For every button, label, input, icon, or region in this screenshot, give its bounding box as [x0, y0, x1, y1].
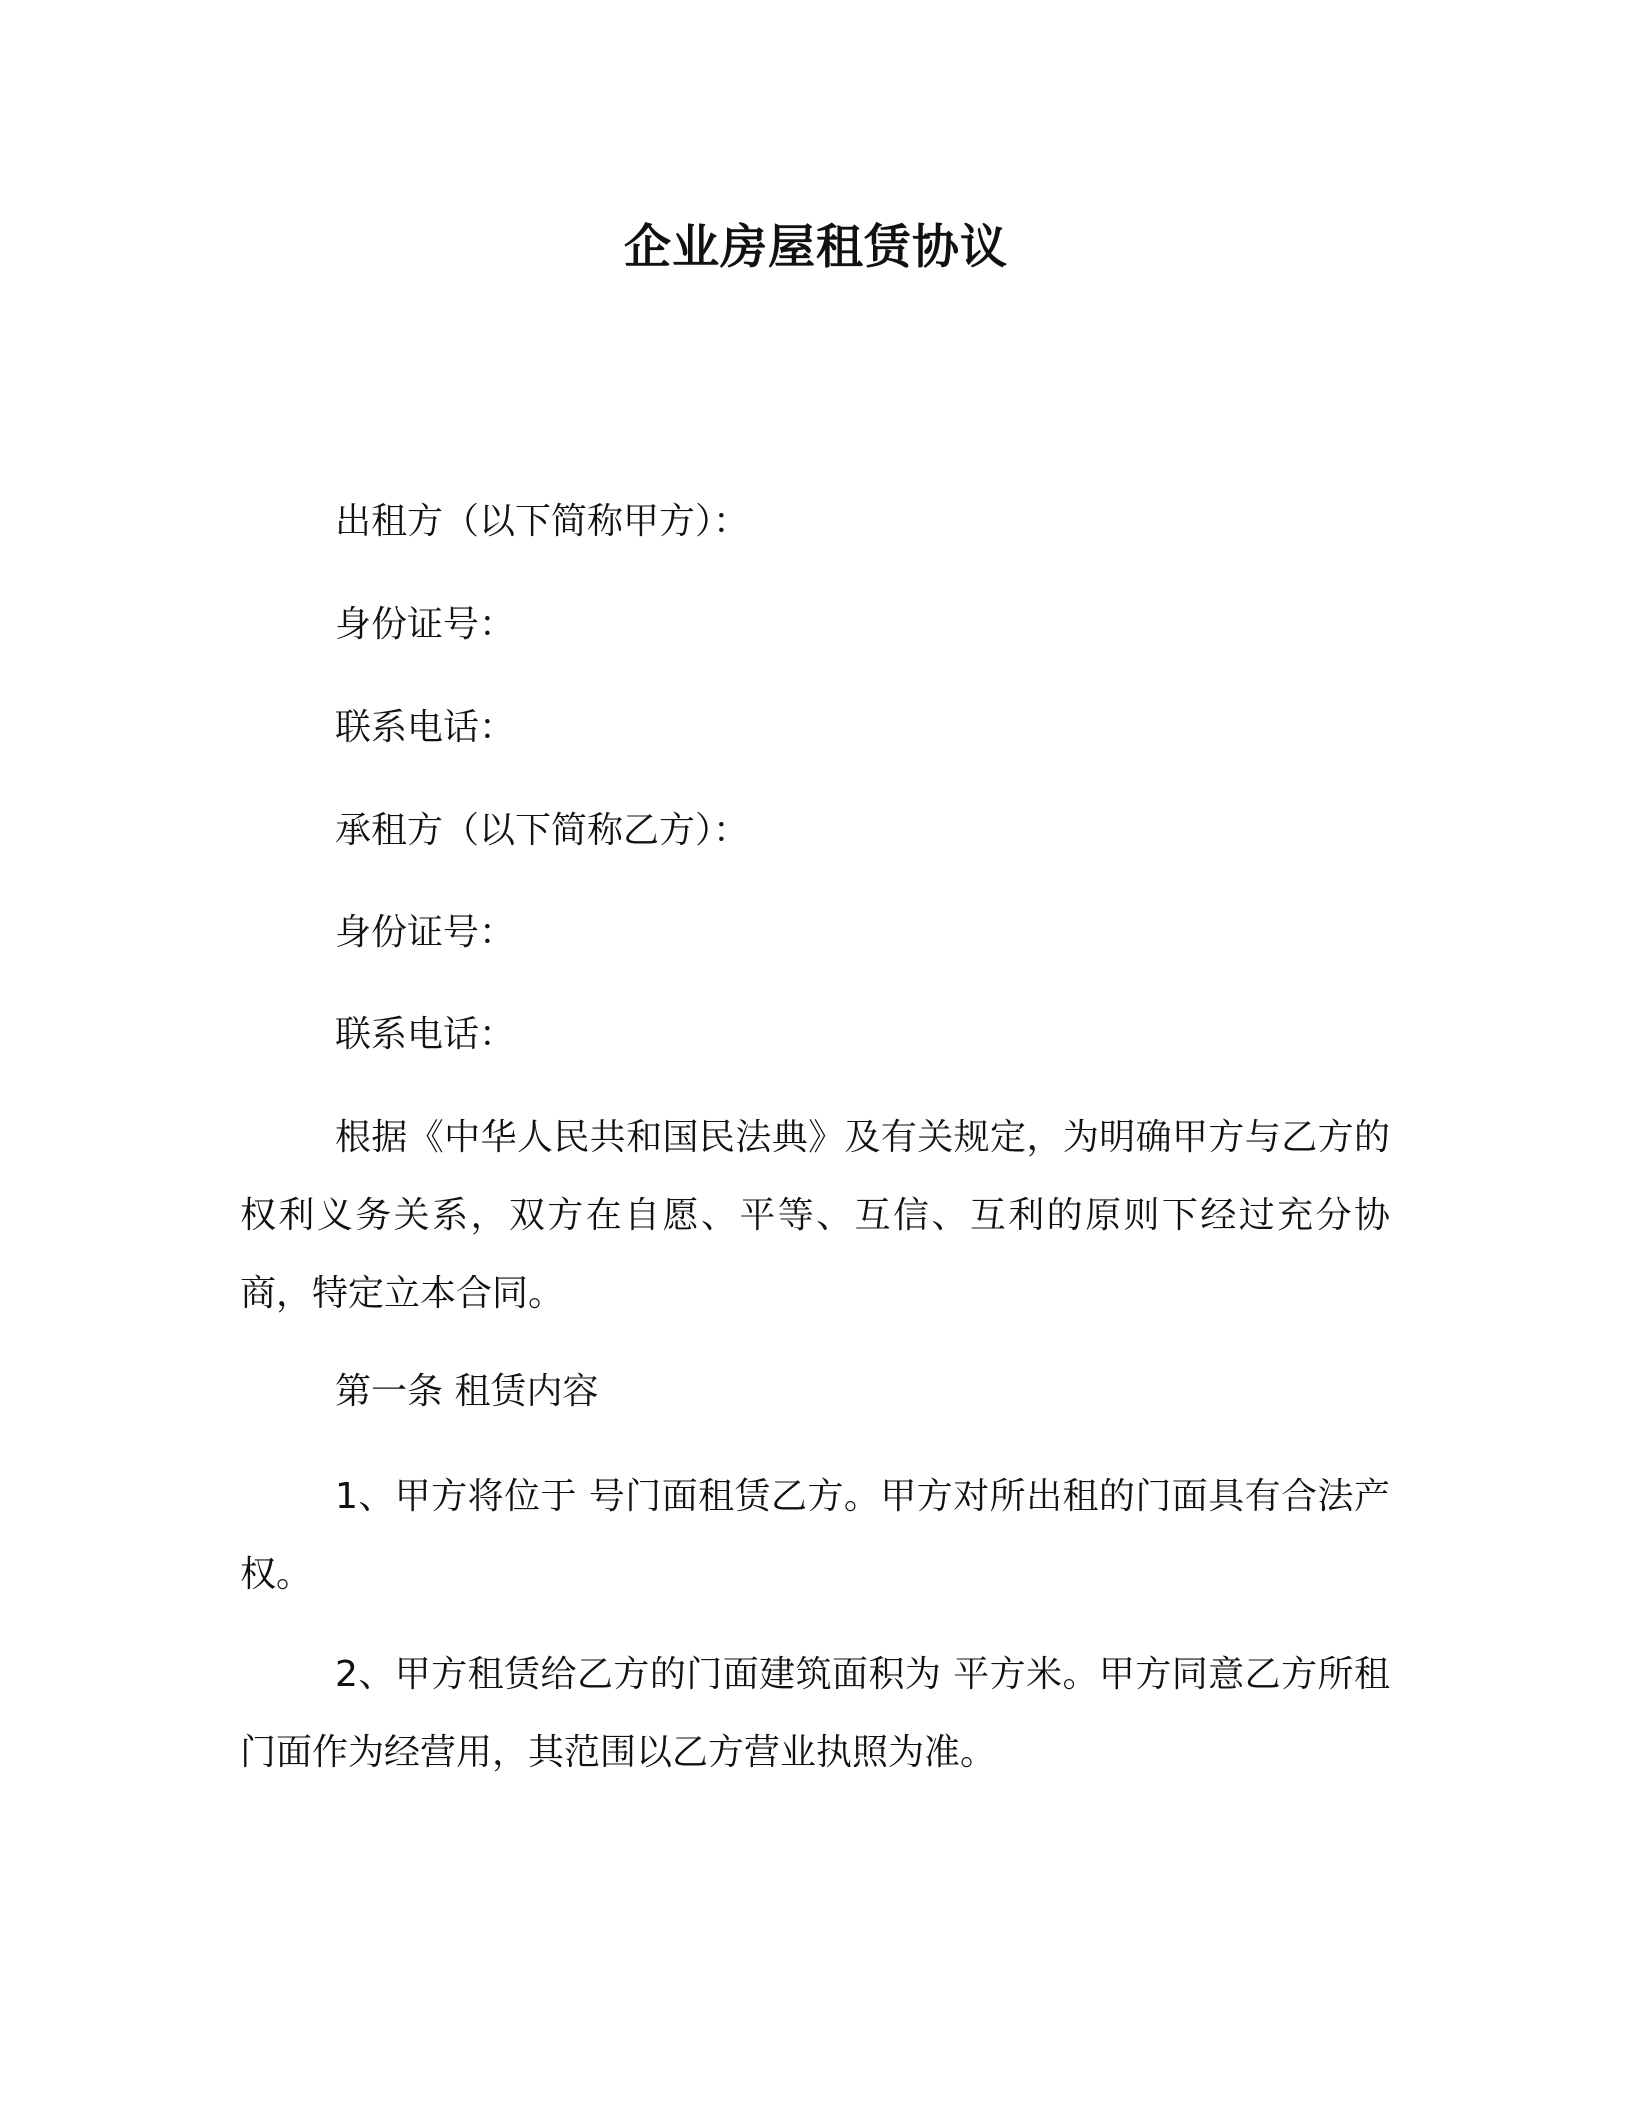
article1-item2: 2、甲方租赁给乙方的门面建筑面积为 平方米。甲方同意乙方所租门面作为经营用，其范围以乙方营业执照为准。 [240, 1654, 1390, 1773]
lessee-phone-label: 联系电话： [335, 1014, 516, 1055]
preamble-paragraph: 根据《中华人民共和国民法典》及有关规定，为明确甲方与乙方的权利义务关系，双方在自愿、平等、互信、互利的原则下经过充分协商，特定立本合同。 [240, 1117, 1390, 1314]
article1-item1: 1、甲方将位于 号门面租赁乙方。甲方对所出租的门面具有合法产权。 [240, 1476, 1390, 1595]
lessor-id-label: 身份证号： [335, 604, 516, 645]
lessee-label: 承租方（以下简称乙方）： [335, 810, 750, 851]
document-title: 企业房屋租赁协议 [624, 220, 1008, 275]
article1-heading: 第一条 租赁内容 [335, 1371, 599, 1412]
lessor-phone-label: 联系电话： [335, 707, 516, 748]
lessor-label: 出租方（以下简称甲方）： [335, 501, 750, 542]
lessee-id-label: 身份证号： [335, 912, 516, 953]
